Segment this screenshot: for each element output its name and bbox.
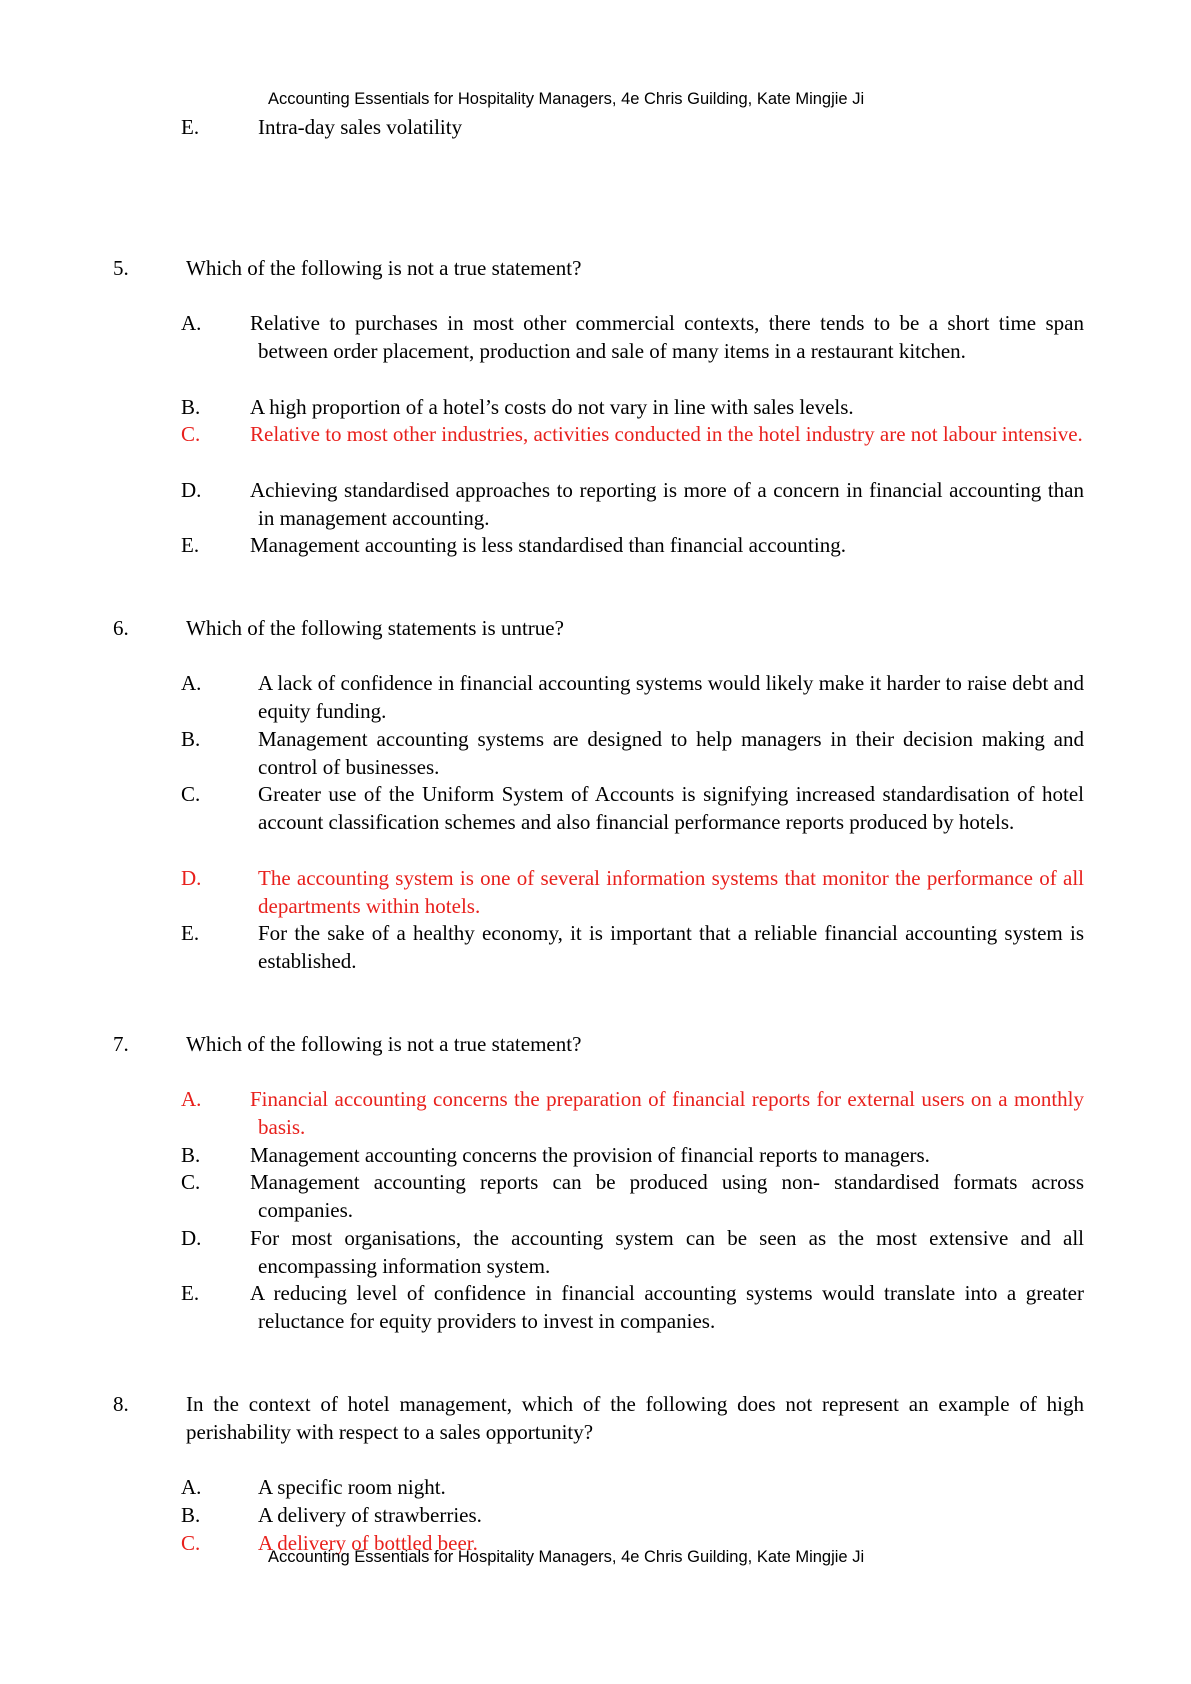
option-text: Intra-day sales volatility bbox=[258, 115, 463, 139]
question-text: Which of the following is not a true statement? bbox=[186, 1032, 582, 1056]
option-text: A delivery of bottled beer. bbox=[258, 1531, 478, 1555]
option-letter: B. bbox=[181, 1143, 201, 1167]
option-text: A delivery of strawberries. bbox=[258, 1503, 482, 1527]
option-letter: C. bbox=[181, 1170, 201, 1194]
option-text: Achieving standardised approaches to reporting is more of a concern in financial accounting than in management accounting. bbox=[250, 478, 1084, 530]
question-number: 8. bbox=[113, 1392, 129, 1416]
question-text: Which of the following statements is untrue? bbox=[186, 616, 564, 640]
option-text: Financial accounting concerns the preparation of financial reports for external users on a monthly basis. bbox=[250, 1087, 1084, 1139]
option-text: A high proportion of a hotel’s costs do not vary in line with sales levels. bbox=[250, 395, 854, 419]
option-letter: B. bbox=[181, 727, 201, 751]
option-letter: A. bbox=[181, 311, 202, 335]
option-text: Management accounting is less standardised than financial accounting. bbox=[250, 533, 846, 557]
option-letter: C. bbox=[181, 422, 201, 446]
option-text: A lack of confidence in financial accounting systems would likely make it harder to raise debt and equity funding. bbox=[258, 671, 1084, 723]
option-text: For most organisations, the accounting system can be seen as the most extensive and all encompassing information system. bbox=[250, 1226, 1084, 1278]
option-text: For the sake of a healthy economy, it is important that a reliable financial accounting system is established. bbox=[258, 921, 1084, 973]
question-number: 6. bbox=[113, 616, 129, 640]
option-letter: D. bbox=[181, 866, 202, 890]
option-letter: C. bbox=[181, 1531, 201, 1555]
option-text: Management accounting reports can be produced using non- standardised formats across companies. bbox=[250, 1170, 1084, 1222]
option-letter: B. bbox=[181, 1503, 201, 1527]
option-letter: D. bbox=[181, 478, 202, 502]
option-letter: A. bbox=[181, 671, 202, 695]
option-letter: A. bbox=[181, 1087, 202, 1111]
option-text: Relative to purchases in most other commercial contexts, there tends to be a short time span between order placement, production and sale of many items in a restaurant kitchen. bbox=[250, 311, 1084, 363]
option-text: Relative to most other industries, activities conducted in the hotel industry are not labour intensive. bbox=[250, 422, 1083, 446]
question-number: 7. bbox=[113, 1032, 129, 1056]
option-text: Greater use of the Uniform System of Accounts is signifying increased standardisation of hotel account classification schemes and also financial performance reports produced by hotels. bbox=[258, 782, 1084, 834]
footer-text: Accounting Essentials for Hospitality Managers, 4e Chris Guilding, Kate Mingjie Ji bbox=[268, 1548, 865, 1566]
option-letter: E. bbox=[181, 115, 200, 139]
option-text: Management accounting systems are designed to help managers in their decision making and control of businesses. bbox=[258, 727, 1084, 779]
option-letter: E. bbox=[181, 533, 200, 557]
option-text: A specific room night. bbox=[258, 1475, 446, 1499]
option-letter: E. bbox=[181, 1281, 200, 1305]
question-text: Which of the following is not a true statement? bbox=[186, 256, 582, 280]
question-text: In the context of hotel management, which of the following does not represent an example of high perishability with respect to a sales opportunity? bbox=[186, 1392, 1084, 1444]
question-number: 5. bbox=[113, 256, 129, 280]
option-text: Management accounting concerns the provision of financial reports to managers. bbox=[250, 1143, 930, 1167]
option-letter: A. bbox=[181, 1475, 202, 1499]
option-letter: C. bbox=[181, 782, 201, 806]
header-text: Accounting Essentials for Hospitality Managers, 4e Chris Guilding, Kate Mingjie Ji bbox=[268, 90, 865, 108]
option-letter: D. bbox=[181, 1226, 202, 1250]
option-text: The accounting system is one of several information systems that monitor the performance of all departments within hotels. bbox=[258, 866, 1084, 918]
option-text: A reducing level of confidence in financial accounting systems would translate into a greater reluctance for equity providers to invest in companies. bbox=[250, 1281, 1084, 1333]
option-letter: B. bbox=[181, 395, 201, 419]
option-letter: E. bbox=[181, 921, 200, 945]
